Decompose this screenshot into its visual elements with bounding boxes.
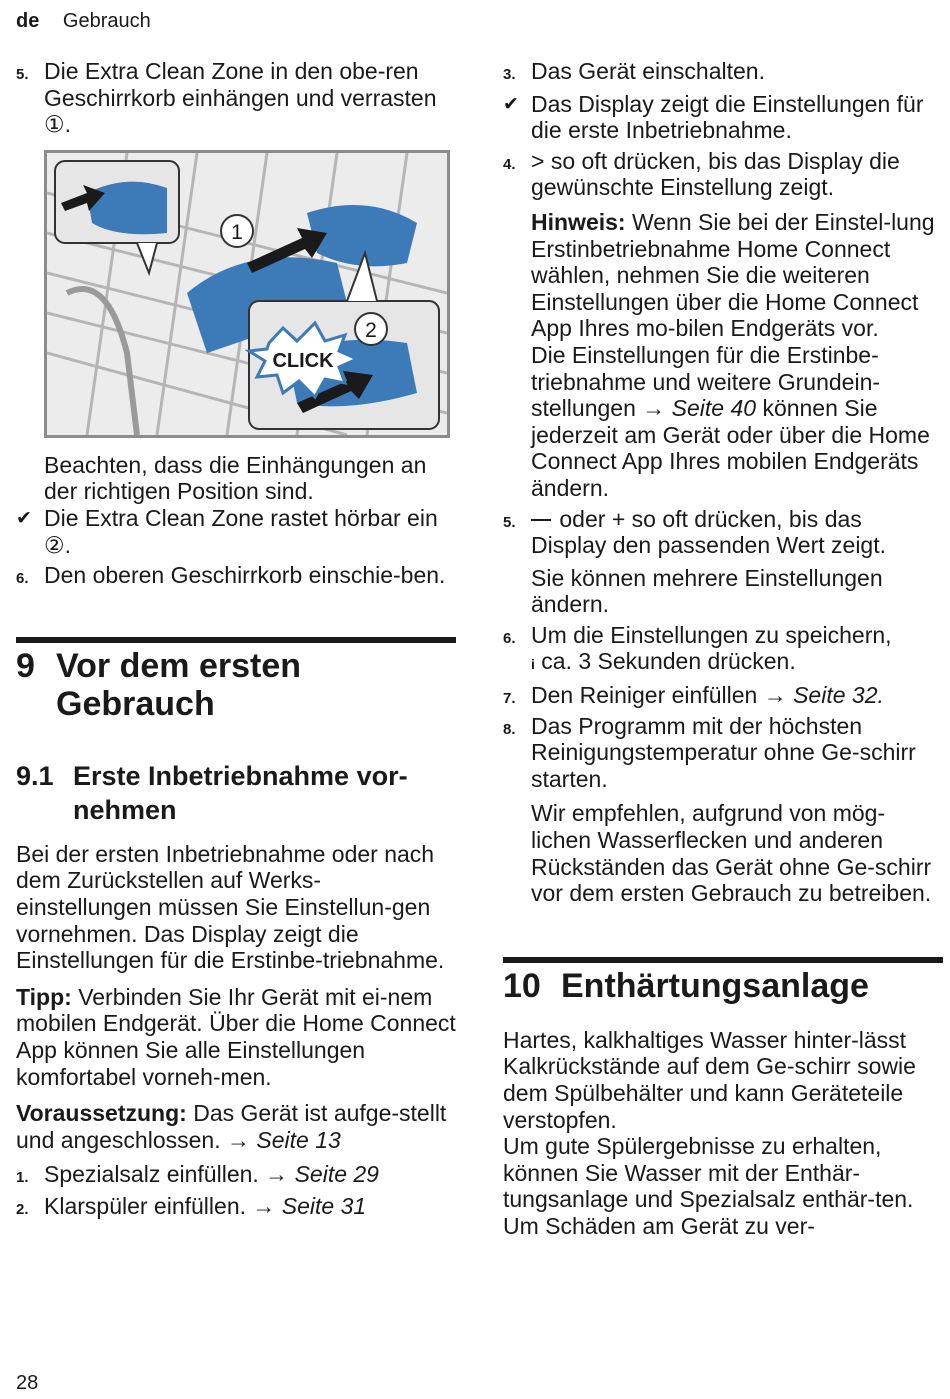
info-setup-icon: i bbox=[531, 656, 535, 673]
page-reference-link[interactable]: Seite 29 bbox=[294, 1161, 379, 1188]
step-5-adjust-value bbox=[503, 506, 943, 559]
minus-icon bbox=[531, 519, 551, 521]
step-text: ca. 3 Sekunden drücken. bbox=[541, 648, 796, 675]
step-text: Klarspüler einfüllen. → bbox=[44, 1192, 276, 1219]
page-reference-link[interactable]: Seite 32. bbox=[793, 682, 884, 709]
chapter-number: 9 bbox=[16, 646, 35, 685]
chapter-heading-9 bbox=[16, 637, 456, 723]
result-display-settings bbox=[503, 91, 943, 144]
step-number: 6. bbox=[503, 629, 516, 647]
hint-text: Die Einstellungen für die Erstinbe-triebnahme und weitere Grundein-stellungen → bbox=[531, 341, 881, 422]
step-text: Das Gerät einschalten. bbox=[531, 58, 765, 84]
tip-label: Tipp: bbox=[16, 983, 72, 1010]
checkmark-icon: ✔ bbox=[503, 93, 519, 115]
section-title: Erste Inbetriebnahme vor-nehmen bbox=[73, 760, 408, 825]
step-text: Um die Einstellungen zu speichern, bbox=[531, 621, 892, 648]
step-number: 2. bbox=[16, 1200, 29, 1218]
step-text: so oft drücken, bis das Display den passenden Wert zeigt. bbox=[531, 505, 886, 559]
tip-paragraph bbox=[16, 984, 456, 1090]
tip-text: Verbinden Sie Ihr Gerät mit ei-nem mobilen Endgerät. Über die Home Connect App können Sie alle Einstellungen komfortabel vorneh-men. bbox=[16, 983, 456, 1090]
step-text: Den Reiniger einfüllen → bbox=[531, 682, 787, 709]
step-text: Die Extra Clean Zone in den obe-ren Geschirrkorb einhängen und verrasten ①. bbox=[44, 58, 437, 138]
svg-text:2: 2 bbox=[365, 318, 377, 342]
step-number: 4. bbox=[503, 155, 516, 173]
hint-paragraph-2 bbox=[503, 342, 943, 502]
step-3-switch-on bbox=[503, 58, 943, 85]
step-4-press-next bbox=[503, 148, 943, 201]
softener-paragraph-2: Um gute Spülergebnisse zu erhalten, können Sie Wasser mit der Enthär-tungsanlage und Spezialsalz enthär-ten. Um Schäden am Gerät zu ver- bbox=[503, 1133, 914, 1239]
step-text: Spezialsalz einfüllen. → bbox=[44, 1161, 289, 1188]
step-7-detergent bbox=[503, 682, 943, 709]
result-text: Das Display zeigt die Einstellungen für die erste Inbetriebnahme. bbox=[531, 90, 924, 144]
step-8-note: Wir empfehlen, aufgrund von mög-lichen Wasserflecken und anderen Rückständen das Gerät ohne Ge-schirr vor dem ersten Gebrauch zu betreiben. bbox=[531, 800, 932, 907]
step-8-start-program bbox=[503, 713, 943, 793]
step-6-insert-basket bbox=[16, 562, 456, 589]
step-number: 5. bbox=[16, 66, 29, 83]
step-number: 3. bbox=[503, 66, 516, 83]
step-2-rinse-aid bbox=[16, 1193, 456, 1220]
step-number: 7. bbox=[503, 690, 516, 708]
callout-2 bbox=[355, 313, 387, 345]
section-name: Gebrauch bbox=[62, 10, 151, 32]
hint-text: Wenn Sie bei der Einstel-lung Erstinbetriebnahme Home Connect wählen, nehmen Sie die weiteren Einstellungen über die Home Connect App Ihres mo-bilen Endgeräts vor. bbox=[531, 208, 935, 342]
section-number: 9.1 bbox=[16, 760, 54, 791]
page-header bbox=[16, 9, 151, 33]
step-number: 8. bbox=[503, 720, 516, 738]
result-text: Die Extra Clean Zone rastet hörbar ein ②. bbox=[44, 504, 438, 558]
left-column bbox=[16, 58, 456, 1219]
page-reference-link[interactable]: Seite 40 bbox=[671, 395, 757, 422]
chapter-heading-10 bbox=[503, 957, 943, 1005]
right-column bbox=[503, 58, 943, 1240]
or-text: oder bbox=[559, 505, 606, 532]
chapter-title: Enthärtungsanlage bbox=[561, 966, 869, 1005]
prerequisite-label: Voraussetzung: bbox=[16, 1100, 187, 1127]
callout-1 bbox=[221, 215, 253, 247]
step-6-save bbox=[503, 622, 943, 678]
result-snap bbox=[16, 505, 456, 558]
plus-icon: + bbox=[611, 505, 626, 532]
position-note: Beachten, dass die Einhängungen an der richtigen Position sind. bbox=[44, 451, 427, 505]
chapter-title: Vor dem ersten Gebrauch bbox=[56, 646, 302, 723]
step-text: Den oberen Geschirrkorb einschie-ben. bbox=[44, 562, 446, 589]
checkmark-icon: ✔ bbox=[16, 507, 32, 529]
basket-illustration bbox=[47, 153, 447, 435]
step-number: 5. bbox=[503, 513, 516, 531]
hint-label: Hinweis: bbox=[531, 208, 626, 235]
hint-paragraph bbox=[503, 209, 943, 342]
chevron-right-icon: > bbox=[531, 147, 545, 174]
hint-text: können Sie jederzeit am Gerät oder über die Home Connect App Ihres mobilen Endgeräts ändern. bbox=[531, 395, 930, 501]
softener-paragraph-1: Hartes, kalkhaltiges Wasser hinter-lässt Kalkrückstände auf dem Ge-schirr sowie dem Spülbehälter und kann Geräteteile verstopfen. bbox=[503, 1026, 916, 1133]
click-label: CLICK bbox=[272, 349, 334, 372]
step-1-salt bbox=[16, 1161, 456, 1188]
step-number: 1. bbox=[16, 1169, 29, 1187]
step-text: so oft drücken, bis das Display die gewünschte Einstellung zeigt. bbox=[531, 147, 900, 201]
step-text: Das Programm mit der höchsten Reinigungstemperatur ohne Ge-schirr starten. bbox=[531, 712, 916, 792]
step-number: 6. bbox=[16, 570, 29, 588]
prerequisite-text: Das Gerät ist aufge-stellt und angeschlossen. → bbox=[16, 1100, 447, 1153]
page-number: 28 bbox=[16, 1372, 39, 1394]
step-5-hang-zone bbox=[16, 58, 456, 138]
intro-paragraph: Bei der ersten Inbetriebnahme oder nach dem Zurückstellen auf Werks-einstellungen müssen Sie Einstellun-gen vornehmen. Das Display zeigt die Einstellungen für die Erstinbe-triebnahme. bbox=[16, 840, 445, 974]
page-reference-link[interactable]: Seite 31 bbox=[281, 1192, 367, 1219]
page-reference-link[interactable]: Seite 13 bbox=[256, 1126, 341, 1153]
language-code: de bbox=[16, 10, 40, 32]
prerequisite-paragraph bbox=[16, 1100, 456, 1153]
step-5-note: Sie können mehrere Einstellungen ändern. bbox=[531, 564, 883, 618]
svg-text:1: 1 bbox=[231, 220, 243, 244]
section-heading-9-1 bbox=[16, 759, 456, 827]
chapter-number: 10 bbox=[503, 966, 541, 1005]
illustration-extra-clean-zone bbox=[44, 150, 450, 438]
